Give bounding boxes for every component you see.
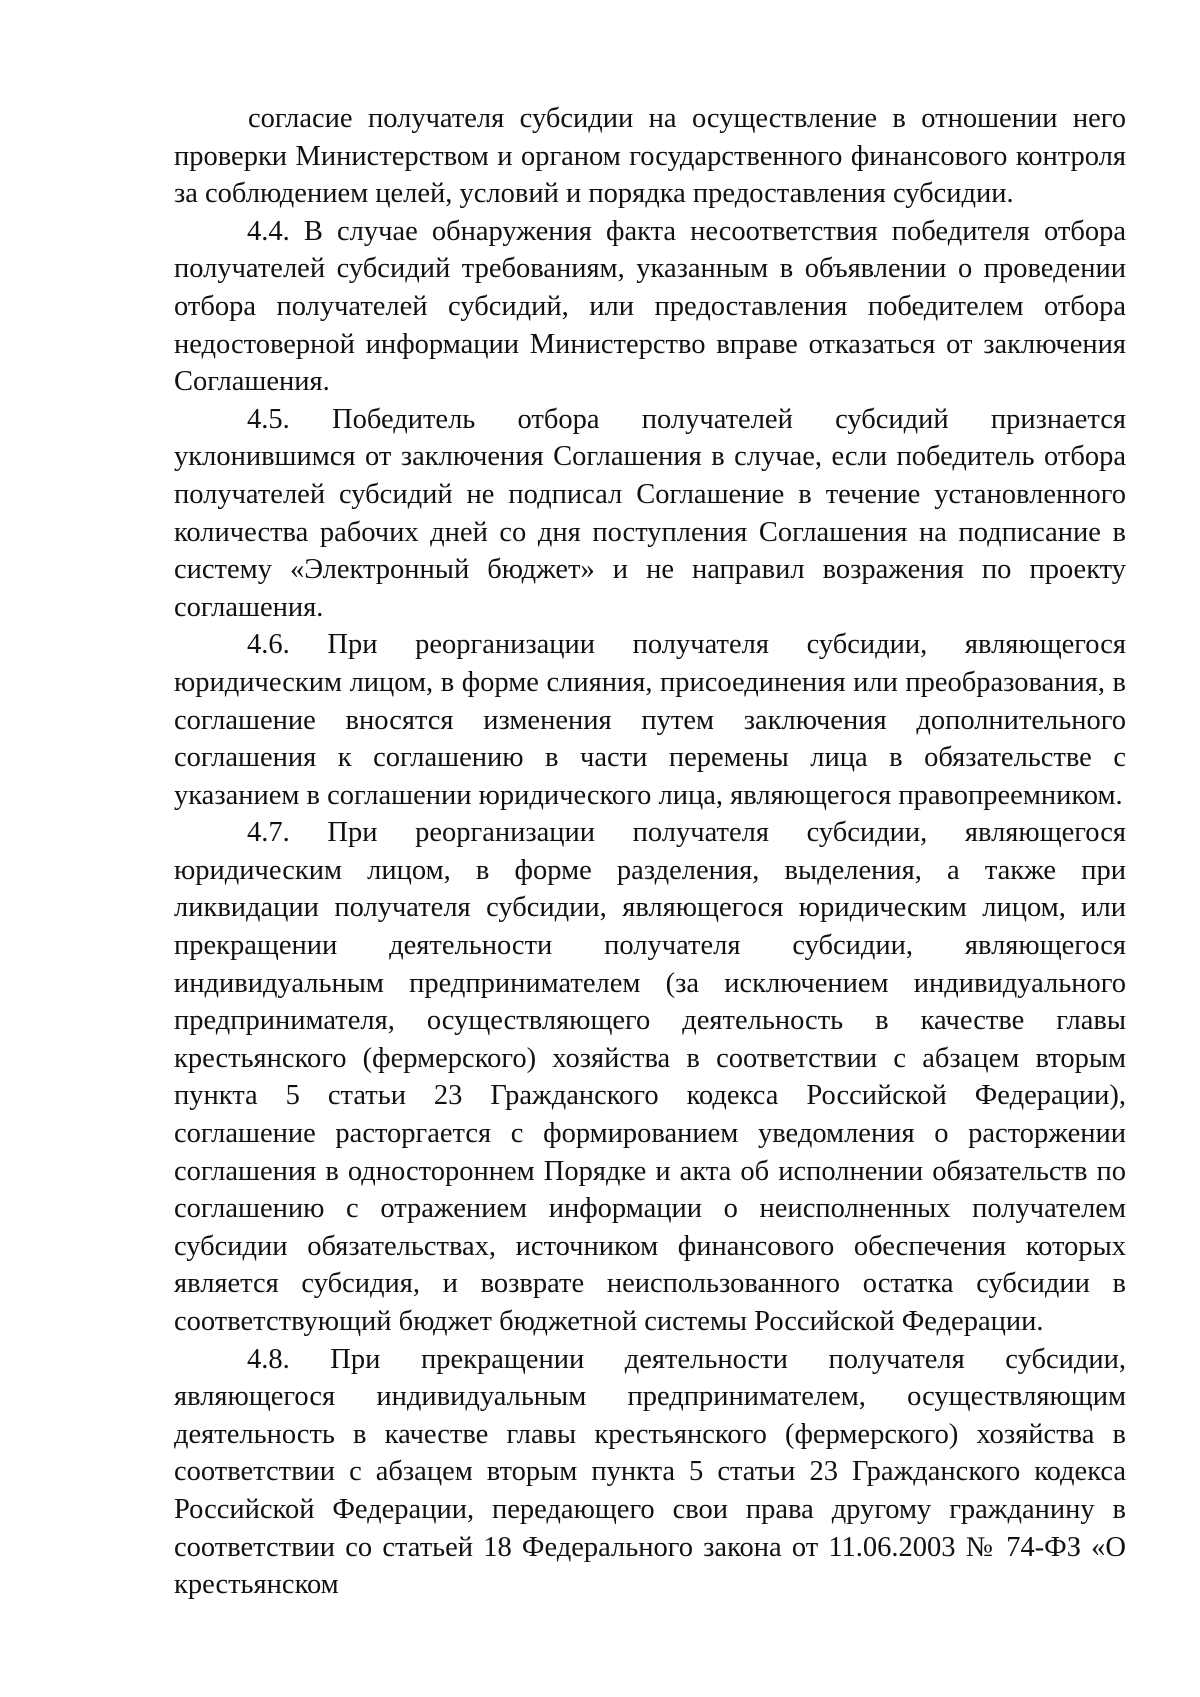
paragraph-4-6: 4.6. При реорганизации получателя субсидии, являющегося юридическим лицом, в форме слияния, присоединения или преобразования, в соглашение вносятся изменения путем заключения дополнительного соглашения к соглашению в части перемены лица в обязательстве с указанием в соглашении юридического лица, являющегося правопреемником.	[174, 629, 1126, 811]
document-page	[174, 100, 1126, 1604]
paragraph-4-4: 4.4. В случае обнаружения факта несоответствия победителя отбора получателей субсидий требованиям, указанным в объявлении о проведении отбора получателей субсидий, или предоставления победителем отбора недостоверной информации Министерство вправе отказаться от заключения Соглашения.	[174, 215, 1126, 398]
paragraph-4-7: 4.7. При реорганизации получателя субсидии, являющегося юридическим лицом, в форме разделения, выделения, а также при ликвидации получателя субсидии, являющегося юридическим лицом, или прекращении деятельности получателя субсидии, являющегося индивидуальным предпринимателем (за исключением индивидуального предпринимателя, осуществляющего деятельность в качестве главы крестьянского (фермерского) хозяйства в соответствии с абзацем вторым пункта 5 статьи 23 Гражданского кодекса Российской Федерации), соглашение расторгается с формированием уведомления о расторжении соглашения в одностороннем Порядке и акта об исполнении обязательств по соглашению с отражением информации о неисполненных получателем субсидии обязательствах, источником финансового обеспечения которых является субсидия, и возврате неиспользованного остатка субсидии в соответствующий бюджет бюджетной системы Российской Федерации.	[174, 817, 1126, 1337]
paragraph-4-8: 4.8. При прекращении деятельности получателя субсидии, являющегося индивидуальным предпринимателем, осуществляющим деятельность в качестве главы крестьянского (фермерского) хозяйства в соответствии с абзацем вторым пункта 5 статьи 23 Гражданского кодекса Российской Федерации, передающего свои права другому гражданину в соответствии со статьей 18 Федерального закона от 11.06.2003 № 74-ФЗ «О крестьянском	[174, 1343, 1126, 1601]
paragraph-4-5: 4.5. Победитель отбора получателей субсидий признается уклонившимся от заключения Соглашения в случае, если победитель отбора получателей субсидий не подписал Соглашение в течение установленного количества рабочих дней со дня поступления Соглашения на подписание в систему «Электронный бюджет» и не направил возражения по проекту соглашения.	[174, 403, 1126, 623]
paragraph-consent-continuation: согласие получателя субсидии на осуществление в отношении него проверки Министерством и органом государственного финансового контроля за соблюдением целей, условий и порядка предоставления субсидии.	[174, 103, 1126, 210]
